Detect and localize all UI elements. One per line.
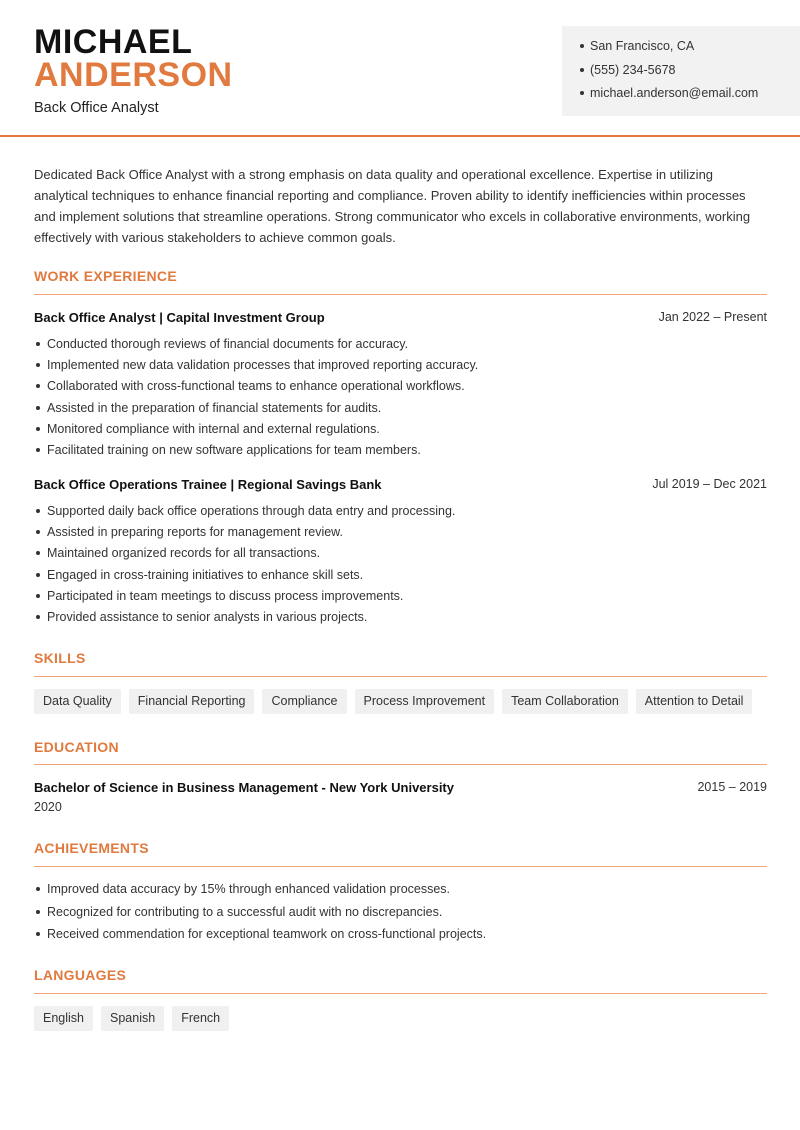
- skills-tags: [34, 689, 752, 714]
- skill-tag: Attention to Detail: [636, 689, 753, 714]
- contact-phone: (555) 234-5678: [580, 62, 800, 86]
- list-item: Received commendation for exceptional teamwork on cross-functional projects.: [34, 926, 767, 949]
- language-tag: English: [34, 1006, 93, 1031]
- job-bullets: [34, 503, 767, 630]
- list-item: Assisted in preparing reports for management review.: [34, 524, 767, 545]
- job-heading: Back Office Operations Trainee | Regional Savings Bank: [34, 477, 382, 492]
- list-item: Assisted in the preparation of financial statements for audits.: [34, 400, 767, 421]
- degree-heading: Bachelor of Science in Business Management - New York University: [34, 780, 454, 795]
- contact-list: [580, 38, 800, 109]
- first-name: MICHAEL: [34, 23, 193, 61]
- job-title: Back Office Analyst: [34, 100, 159, 116]
- list-item: Collaborated with cross-functional teams to enhance operational workflows.: [34, 378, 767, 399]
- list-item: Provided assistance to senior analysts in various projects.: [34, 609, 767, 630]
- skill-tag: Team Collaboration: [502, 689, 628, 714]
- language-tag: Spanish: [101, 1006, 164, 1031]
- job-bullets: [34, 336, 767, 463]
- language-tag: French: [172, 1006, 229, 1031]
- list-item: Participated in team meetings to discuss process improvements.: [34, 588, 767, 609]
- section-divider: [34, 866, 767, 867]
- language-tags: [34, 1006, 229, 1031]
- section-title-work: WORK EXPERIENCE: [34, 268, 177, 284]
- job-dates: Jan 2022 – Present: [658, 310, 767, 324]
- graduation-year: 2020: [34, 800, 62, 814]
- section-title-education: EDUCATION: [34, 739, 119, 755]
- section-title-skills: SKILLS: [34, 650, 86, 666]
- section-divider: [34, 764, 767, 765]
- contact-email[interactable]: michael.anderson@email.com: [580, 85, 800, 109]
- list-item: Implemented new data validation processes that improved reporting accuracy.: [34, 357, 767, 378]
- section-divider: [34, 294, 767, 295]
- last-name: ANDERSON: [34, 56, 233, 94]
- skill-tag: Financial Reporting: [129, 689, 255, 714]
- list-item: Monitored compliance with internal and external regulations.: [34, 421, 767, 442]
- skill-tag: Compliance: [262, 689, 346, 714]
- list-item: Supported daily back office operations through data entry and processing.: [34, 503, 767, 524]
- list-item: Maintained organized records for all transactions.: [34, 545, 767, 566]
- summary-text: Dedicated Back Office Analyst with a strong emphasis on data quality and operational excellence. Expertise in utilizing analytical techniques to enhance financial reporting and compliance. Proven ability to identify inefficiencies within processes and implement solutions that streamline operations. Strong communicator who excels in collaborative environments, working effectively with various stakeholders to achieve common goals.: [34, 167, 751, 245]
- section-title-languages: LANGUAGES: [34, 967, 127, 983]
- section-title-achievements: ACHIEVEMENTS: [34, 840, 149, 856]
- achievements-list: [34, 881, 767, 949]
- skill-tag: Process Improvement: [355, 689, 495, 714]
- skill-tag: Data Quality: [34, 689, 121, 714]
- education-dates: 2015 – 2019: [697, 780, 767, 794]
- section-divider: [34, 993, 767, 994]
- list-item: Engaged in cross-training initiatives to enhance skill sets.: [34, 567, 767, 588]
- job-heading: Back Office Analyst | Capital Investment Group: [34, 310, 325, 325]
- list-item: Facilitated training on new software applications for team members.: [34, 442, 767, 463]
- resume-header: [0, 0, 800, 137]
- contact-location: San Francisco, CA: [580, 38, 800, 62]
- list-item: Recognized for contributing to a successful audit with no discrepancies.: [34, 904, 767, 927]
- job-dates: Jul 2019 – Dec 2021: [652, 477, 767, 491]
- list-item: Conducted thorough reviews of financial documents for accuracy.: [34, 336, 767, 357]
- list-item: Improved data accuracy by 15% through enhanced validation processes.: [34, 881, 767, 904]
- contact-box: [562, 26, 800, 116]
- section-divider: [34, 676, 767, 677]
